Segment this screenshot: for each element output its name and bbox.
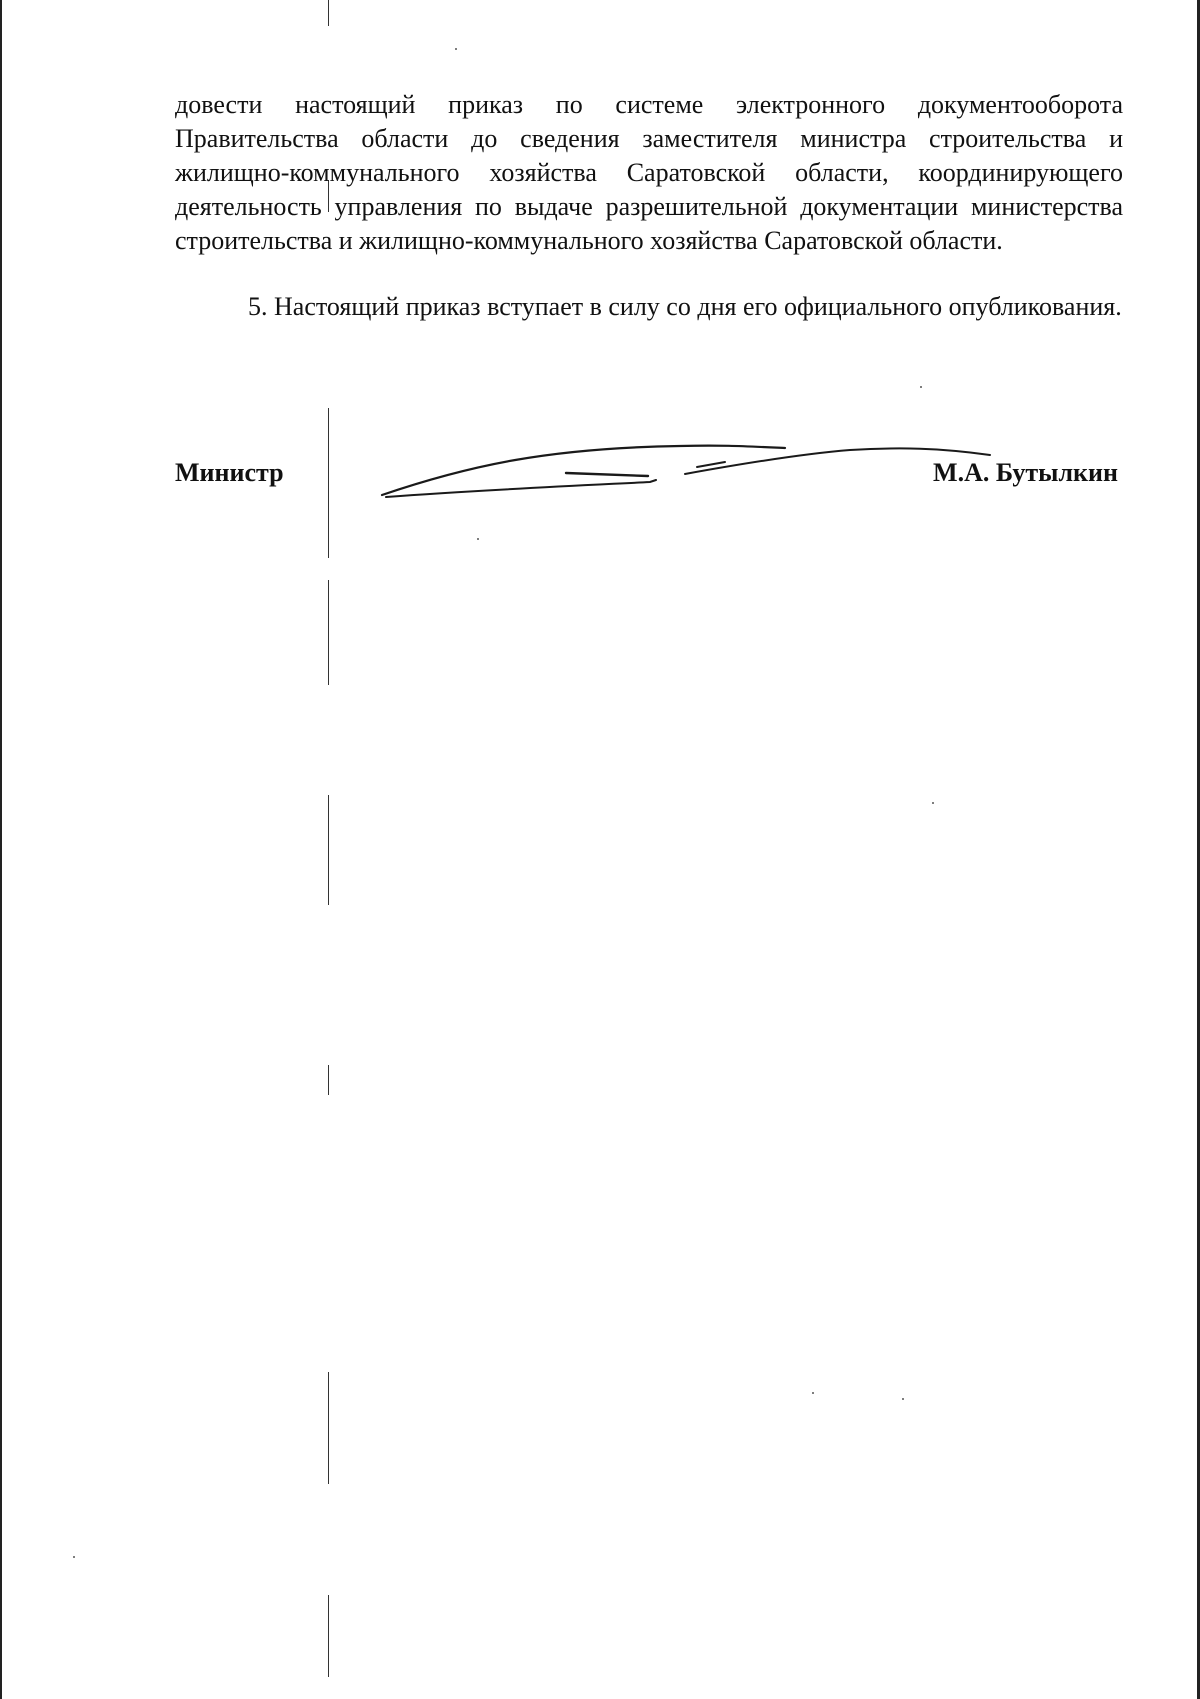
scan-fold-line [328, 580, 329, 685]
scan-fold-line [328, 408, 329, 558]
handwritten-signature [380, 440, 1000, 510]
body-paragraph: довести настоящий приказ по системе электронного документооборота Правительства области до сведения заместителя министра строительства и жилищно-коммунального хозяйства Саратовской области, координирующего деятельность управления по выдаче разрешительной документации министерства строительства и жилищно-коммунального хозяйства Саратовской области. [175, 90, 1123, 255]
scan-fold-line [328, 1372, 329, 1484]
body-paragraph-item-5: 5. Настоящий приказ вступает в силу со дня его официального опубликования. [248, 292, 1122, 321]
scan-speck [932, 802, 934, 804]
signatory-title: Министр [175, 458, 284, 487]
scan-speck [920, 386, 922, 388]
scan-edge-left [0, 0, 2, 1699]
scan-speck [455, 48, 457, 50]
scan-speck [902, 1398, 904, 1400]
signatory-name: М.А. Бутылкин [933, 458, 1118, 487]
scan-fold-line [328, 0, 329, 26]
scan-speck [477, 538, 479, 540]
scan-fold-line [328, 1065, 329, 1095]
scan-speck [73, 1556, 75, 1558]
scan-fold-line [328, 1595, 329, 1677]
scan-fold-line [328, 795, 329, 905]
scan-speck [812, 1392, 814, 1394]
